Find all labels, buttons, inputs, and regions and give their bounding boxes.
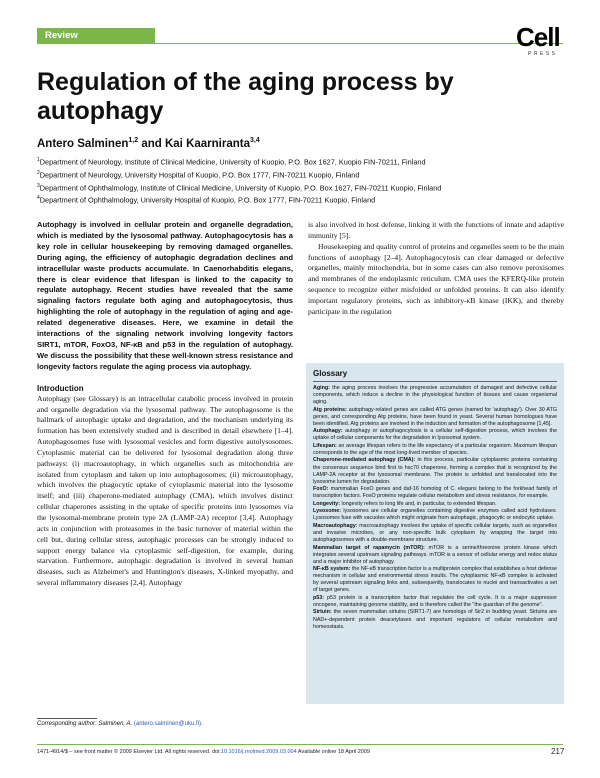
glossary-entry bbox=[313, 523, 557, 544]
footnote-rule bbox=[37, 718, 97, 719]
corresponding-author-note bbox=[37, 721, 203, 727]
section-heading-introduction: Introduction bbox=[37, 383, 84, 393]
abstract: Autophagy is involved in cellular protein and organelle degradation, which is mediated by the lysosomal pathway. Autophagocytosis has a key role in cellular housekeeping by removing damaged organelles. During aging, the efficiency of autophagic degradation declines and intracellular waste products accumulate. In Caenorhabditis elegans, there is clear evidence that lifespan is linked to the capacity to regulate autophagy. Recent studies have revealed that the same signaling factors regulate both aging and autophagocytosis, thus highlighting the role of autophagy in the regulation of aging and age-related degenerative diseases. Here, we examine in detail the interactions of the signaling network involving longevity factors SIRT1, mTOR, FoxO3, NF-κB and p53 in the regulation of autophagy. We discuss the possibility that these well-known stress resistance and longevity factors regulate the aging process via autophagy. bbox=[37, 220, 293, 371]
glossary-definition: the NF-κB transcription factor is a multiprotein complex that establishes a host defense mechanism in cellular and environmental stress insults. The cytoplasmic NF-κB complex is activated by several upstream signaling links and, subsequently, translocates to nuclei and transactivates a set of target genes. bbox=[313, 566, 557, 594]
affiliation-text: Department of Neurology, University Hospital of Kuopio, P.O. Box 1777, FIN-70211 Kuopio, Finland bbox=[39, 170, 360, 180]
affiliation-text: Department of Ophthalmology, University Hospital of Kuopio, P.O. Box 1777, FIN-70211 Kuopio, Finland bbox=[39, 195, 376, 205]
glossary-list bbox=[313, 385, 557, 631]
glossary-term: Autophagy: bbox=[313, 428, 343, 435]
glossary-entry bbox=[313, 385, 557, 406]
glossary-definition: mammalian FoxO genes and daf-16 homolog of C. elegans belong to the forkhead family of transcription factors. FoxO proteins regulate cellular metabolism and stress resistance, for example. bbox=[313, 486, 557, 500]
glossary-entry bbox=[313, 457, 557, 485]
glossary-definition: lysosomes are cellular organelles containing digestive enzymes called acid hydrolases. Lysosomes fuse with vacuoles which might originate from autophagic, phagocytic or endocytic uptake. bbox=[313, 508, 557, 522]
affiliation-number: 1 bbox=[37, 157, 40, 163]
author-affil-marker: 3,4 bbox=[250, 137, 260, 144]
header-rule bbox=[37, 43, 563, 44]
glossary-definition: the seven mammalian sirtuins (SIRT1-7) are homologs of Sir2 in budding yeast. Sirtuins are NAD+-dependent protein deacetylases and important regulators of cellular metabolism and homeostasis. bbox=[313, 609, 557, 630]
right-column bbox=[308, 220, 564, 318]
introduction-paragraph: Autophagy (see Glossary) is an intracellular catabolic process involved in protein and organelle degradation via the lysosomal pathway. The autophagosome is the hallmark of autophagic uptake and degradation, and the mechanism underlying its formation has been extensively studied and is described in detail elsewhere [1–4]. Autophagosomes fuse with lysosomal vesicles and form digestive autolysosomes. Cytoplasmic material can be delivered for lysosomal degradation along three pathways: (i) macroautophagy, in which organelles such as mitochondria are isolated from cytoplasm and taken up into autophagosomes; (ii) microautophagy, which involves the phagocytic uptake of cytoplasmic material into the lysosome itself; and (iii) chaperone-mediated autophagy (CMA), which involves distinct cellular chaperones assisting in the uptake of specific proteins into lysosomes via the lysosomal-membrane protein type 2A (LAMP-2A) receptor [3,4]. Autophagy acts in conjunction with proteasomes in the basic turnover of material within the cell but, during cellular stress, autophagic processes can be strongly induced to support energy balance via cytoplasmic self-digestion, for example, during starvation. Furthermore, autophagic degradation is involved in several human diseases, such as Alzheimer's and Huntington's diseases, X-linked myopathy, and several inflammatory diseases [2,4]. Autophagy bbox=[37, 393, 293, 588]
section-label: Review bbox=[37, 28, 155, 43]
author-list bbox=[37, 137, 260, 150]
glossary-definition: autophagy or autophagocytosis is a cellular self-digestion process, which involves the uptake of cellular components for the degradation in lysosomal system. bbox=[313, 428, 557, 442]
glossary-entry bbox=[313, 501, 557, 508]
affiliation-text: Department of Neurology, Institute of Clinical Medicine, University of Kuopio, P.O. Box 1627, Kuopio FIN-70211, Finland bbox=[39, 157, 426, 167]
glossary-entry bbox=[313, 609, 557, 630]
glossary-entry bbox=[313, 443, 557, 457]
author-name: Antero Salminen bbox=[37, 137, 129, 150]
doi-link[interactable]: 10.1016/j.molmed.2009.03.004 bbox=[220, 749, 297, 755]
footnote-label: Corresponding author: bbox=[37, 721, 97, 727]
glossary-entry bbox=[313, 595, 557, 609]
glossary-term: Aging: bbox=[313, 385, 330, 391]
glossary-entry bbox=[313, 566, 557, 594]
glossary-term: Lifespan: bbox=[313, 442, 337, 449]
left-column bbox=[37, 220, 293, 589]
glossary-definition: longevity refers to long life and, in particular, to extended lifespan. bbox=[341, 500, 497, 507]
housekeeping-paragraph: Housekeeping and quality control of proteins and organelles seem to be the main functions of autophagy [2–4]. Autophagocytosis can clear damaged or defective organelles, mainly mitochondria, but in some cases can also remove peroxisomes and membranes of the endoplasmic reticulum. CMA uses the KFERQ-like protein sequence to recognize either misfolded or unfolded proteins. It can also identify important regulatory proteins, such as inhibitory-κB kinase (IKK), and thereby participate in the regulation bbox=[308, 241, 564, 316]
affiliations bbox=[37, 155, 567, 206]
author-conjunction: and bbox=[141, 137, 162, 150]
glossary-term: Longevity: bbox=[313, 500, 341, 507]
footer-available: Available online 18 April 2009 bbox=[297, 749, 370, 755]
footnote-name: Salminen, A. bbox=[98, 721, 133, 727]
glossary-term: Lysosome: bbox=[313, 508, 342, 515]
continued-paragraph: is also involved in host defense, linking it with the functions of innate and adaptive immunity [5]. bbox=[308, 220, 564, 240]
glossary-title: Glossary bbox=[313, 369, 557, 382]
glossary-entry bbox=[313, 545, 557, 566]
affiliation-number: 3 bbox=[37, 182, 40, 189]
logo-word: Cell bbox=[516, 22, 560, 52]
glossary-term: p53: bbox=[313, 594, 324, 601]
glossary-term: Chaperone-mediated autophagy (CMA): bbox=[313, 457, 416, 464]
glossary-term: Atg proteins: bbox=[313, 406, 347, 413]
affiliation-line bbox=[37, 168, 567, 181]
glossary-term: Macroautophagy: bbox=[313, 522, 358, 529]
glossary-entry bbox=[313, 508, 557, 522]
glossary-term: FoxO: bbox=[313, 486, 329, 493]
glossary-definition: the aging process involves the progressive accumulation of damaged and defective cellular components, which induce a decline in the physiological function of tissues and cause organismal aging. bbox=[313, 385, 557, 406]
affiliation-line bbox=[37, 181, 567, 194]
glossary-entry bbox=[313, 407, 557, 428]
glossary-definition: macroautophagy involves the uptake of specific cellular targets, such as organelles and invasive microbes, or any non-specific bulk cytoplasm by wrapping the target into autophagosomes with a double-membrane structure. bbox=[313, 522, 557, 543]
glossary-box bbox=[306, 363, 564, 704]
logo-sub: PRESS bbox=[528, 51, 558, 57]
cell-press-logo bbox=[516, 24, 572, 58]
glossary-term: Sirtuin: bbox=[313, 609, 332, 616]
glossary-definition: in this process, particular cytoplasmic proteins containing the consensus sequence bind first to hsc70 chaperone, forming a complex that is recognized by the LAMP-2A receptor at the lysosomal membrane. The protein is unfolded and translocated into the lysosome lumen for degradation. bbox=[313, 457, 557, 485]
affiliation-number: 2 bbox=[37, 169, 40, 176]
glossary-entry bbox=[313, 486, 557, 500]
glossary-term: NF-κB system: bbox=[313, 566, 351, 573]
footer-copyright: 1471-4914/$ – see front matter © 2009 Elsevier Ltd. All rights reserved. doi: bbox=[37, 749, 221, 755]
affiliation-line bbox=[37, 155, 567, 168]
glossary-definition: autophagy-related genes are called ATG genes (named for 'autophagy'). Over 30 ATG genes, and corresponding Atg proteins, have been found in yeast. Several human homologues have been identified. Atg proteins are involved in the induction and formation of the autophagosome [1,45]. bbox=[313, 406, 557, 427]
author-email-link[interactable]: (antero.salminen@uku.fi). bbox=[133, 721, 203, 727]
glossary-definition: mTOR is a serine/threonine protein kinase which integrates several upstream signaling pathways. mTOR is a sensor of cellular energy and redox status and a major inhibitor of autophagy. bbox=[313, 544, 557, 565]
glossary-entry bbox=[313, 428, 557, 442]
footer-rule bbox=[37, 744, 563, 745]
glossary-definition: p53 protein is a transcription factor that regulates the cell cycle. It is a major suppressor oncogene, maintaining genome stability, and is therefore called the "the guardian of the genome". bbox=[313, 594, 557, 608]
glossary-term: Mammalian target of rapamycin (mTOR): bbox=[313, 544, 425, 551]
affiliation-line bbox=[37, 193, 567, 206]
author-affil-marker: 1,2 bbox=[128, 137, 139, 144]
author-name: Kai Kaarniranta bbox=[164, 137, 250, 150]
footer-line bbox=[37, 749, 563, 755]
glossary-definition: an average lifespan refers to the life expectancy of a particular organism. Maximum lifespan corresponds to the age of the most long-lived member of species. bbox=[313, 442, 557, 456]
page-number: 217 bbox=[551, 747, 565, 756]
affiliation-number: 4 bbox=[37, 195, 40, 202]
affiliation-text: Department of Ophthalmology, Institute of Clinical Medicine, University of Kuopio, P.O. Box 1627, FIN-70211 Kuopio, Finland bbox=[39, 183, 442, 193]
article-title: Regulation of the aging process by autophagy bbox=[37, 68, 454, 125]
